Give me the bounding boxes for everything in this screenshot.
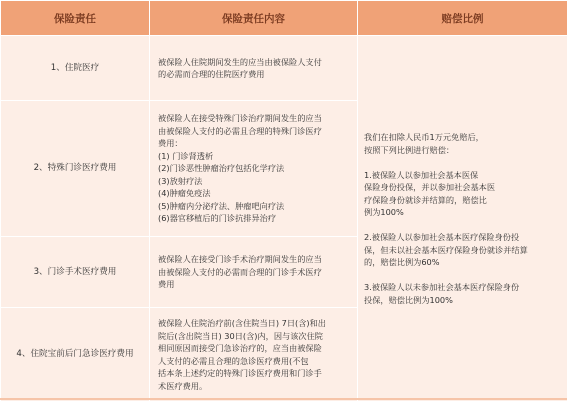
header-responsibility: 保险责任 xyxy=(1,1,150,36)
ratio-line: 1.被保险人以参加社会基本医保 xyxy=(364,169,563,182)
content-line: (4)肿瘤免疫法 xyxy=(158,187,354,200)
content-line: 术医疗费用。 xyxy=(158,380,354,393)
row-content xyxy=(150,101,358,237)
ratio-line: 2.被保险人以参加社会基本医疗保险身份投 xyxy=(364,231,563,244)
row-content xyxy=(150,36,358,101)
ratio-line: 的，赔偿比例为60% xyxy=(364,256,563,269)
content-line: 院后(含出院当日) 30日(含)内，因与该次住院 xyxy=(158,330,354,343)
ratio-line: 按照下列比例进行赔偿： xyxy=(364,144,563,157)
row-name: 4、住院宝前后门急诊医疗费用 xyxy=(1,308,150,402)
content-line: 费用： xyxy=(158,137,354,150)
content-line: 人支付的必需且合理的急诊医疗费用(不包 xyxy=(158,355,354,368)
row-name: 1、住院医疗 xyxy=(1,36,150,101)
ratio-line: 保险身份投保，并以参加社会基本医 xyxy=(364,181,563,194)
row-name: 2、特殊门诊医疗费用 xyxy=(1,101,150,237)
content-line: (2)门诊恶性肿瘤治疗包括化学疗法 xyxy=(158,162,354,175)
content-line: 的必需而合理的住院医疗费用 xyxy=(158,68,354,81)
ratio-line: 投保，赔偿比例为100% xyxy=(364,294,563,307)
ratio-cell xyxy=(358,36,567,402)
row-content xyxy=(150,308,358,402)
content-line: (1) 门诊肾透析 xyxy=(158,150,354,163)
content-line: 由被保险人支付的必需且合理的特殊门诊医疗 xyxy=(158,125,354,138)
content-line: 相同原因而接受门急诊治疗的，应当由被保险 xyxy=(158,342,354,355)
table-row xyxy=(1,36,567,101)
content-line: (5)肿瘤内分泌疗法、肿瘤吧向疗法 xyxy=(158,200,354,213)
ratio-line: 例为100% xyxy=(364,206,563,219)
ratio-line: 保，但未以社会基本医疗保险身份就诊并结算 xyxy=(364,244,563,257)
table-header-row xyxy=(1,1,567,36)
content-line: (3)放射疗法 xyxy=(158,175,354,188)
row-name: 3、门诊手术医疗费用 xyxy=(1,237,150,308)
content-line: 由被保险人支付的必需而合理的门诊手术医疗 xyxy=(158,266,354,279)
content-line: 括本条上述约定的特殊门诊医疗费用和门诊手 xyxy=(158,367,354,380)
ratio-line: 疗保险身份就诊并结算的，赔偿比 xyxy=(364,194,563,207)
row-content xyxy=(150,237,358,308)
content-line: (6)器官移植后的门诊抗排异治疗 xyxy=(158,212,354,225)
header-content: 保险责任内容 xyxy=(150,1,358,36)
content-line: 被保险人住院治疗前(含住院当日) 7日(含)和出 xyxy=(158,317,354,330)
content-line: 被保险人在接受门诊手术治疗期间发生的应当 xyxy=(158,253,354,266)
header-ratio: 赔偿比例 xyxy=(358,1,567,36)
content-line: 费用 xyxy=(158,278,354,291)
ratio-line: 我们在扣除人民币1万元免赔后， xyxy=(364,131,563,144)
content-line: 被保险人在接受特殊门诊治疗期间发生的应当 xyxy=(158,112,354,125)
ratio-line: 3.被保险人以未参加社会基本医疗保险身份 xyxy=(364,281,563,294)
content-line: 被保险人住院期间发生的应当由被保险人支付 xyxy=(158,56,354,69)
